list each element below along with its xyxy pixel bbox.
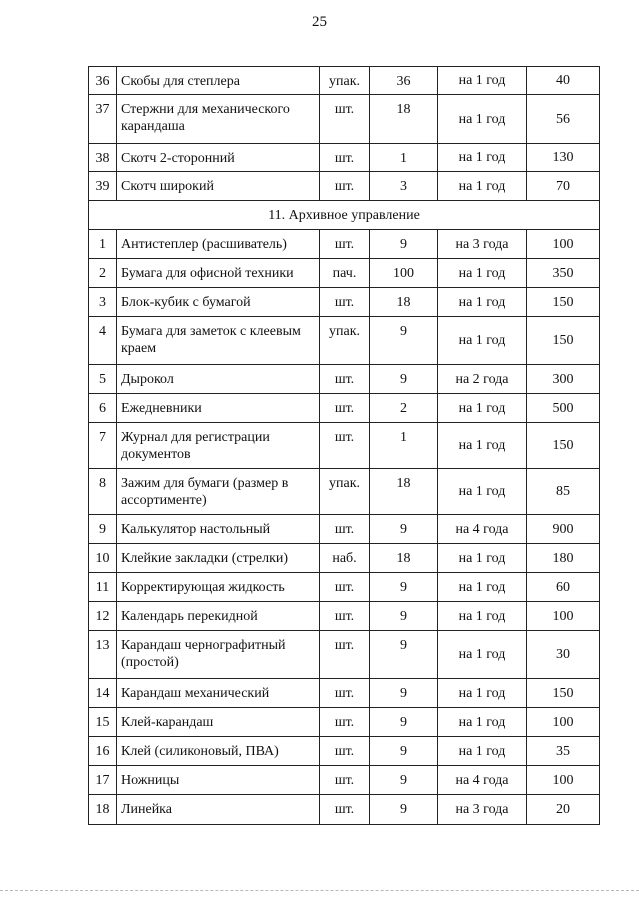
item-quantity: 9 bbox=[370, 766, 438, 795]
item-number: 13 bbox=[89, 631, 117, 679]
item-name: Ножницы bbox=[117, 766, 320, 795]
table-row bbox=[89, 259, 600, 288]
item-number: 37 bbox=[89, 95, 117, 144]
item-name: Скобы для степлера bbox=[117, 67, 320, 95]
item-period: на 3 года bbox=[438, 230, 527, 259]
item-period: на 4 года bbox=[438, 515, 527, 544]
item-quantity: 1 bbox=[370, 423, 438, 469]
item-name: Журнал для регистрации документов bbox=[117, 423, 320, 469]
item-unit: шт. bbox=[320, 679, 370, 708]
item-number: 8 bbox=[89, 469, 117, 515]
item-quantity: 9 bbox=[370, 679, 438, 708]
item-name: Клейкие закладки (стрелки) bbox=[117, 544, 320, 573]
table-row bbox=[89, 795, 600, 825]
item-period: на 1 год bbox=[438, 679, 527, 708]
item-unit: шт. bbox=[320, 573, 370, 602]
item-unit: шт. bbox=[320, 230, 370, 259]
item-period: на 1 год bbox=[438, 544, 527, 573]
item-price: 60 bbox=[527, 573, 600, 602]
section-title: 11. Архивное управление bbox=[89, 201, 600, 230]
item-unit: шт. bbox=[320, 515, 370, 544]
item-number: 7 bbox=[89, 423, 117, 469]
item-unit: шт. bbox=[320, 172, 370, 201]
table-row bbox=[89, 708, 600, 737]
item-unit: наб. bbox=[320, 544, 370, 573]
item-number: 36 bbox=[89, 67, 117, 95]
table-wrapper bbox=[88, 66, 600, 825]
item-period: на 1 год bbox=[438, 602, 527, 631]
item-quantity: 18 bbox=[370, 469, 438, 515]
item-unit: упак. bbox=[320, 317, 370, 365]
item-unit: пач. bbox=[320, 259, 370, 288]
item-period: на 1 год bbox=[438, 288, 527, 317]
item-price: 180 bbox=[527, 544, 600, 573]
table-row bbox=[89, 573, 600, 602]
item-unit: шт. bbox=[320, 766, 370, 795]
item-period: на 1 год bbox=[438, 573, 527, 602]
item-period: на 1 год bbox=[438, 67, 527, 95]
item-unit: шт. bbox=[320, 631, 370, 679]
scan-edge-line bbox=[0, 890, 639, 891]
item-unit: шт. bbox=[320, 795, 370, 825]
item-price: 150 bbox=[527, 423, 600, 469]
table-row bbox=[89, 144, 600, 172]
item-quantity: 9 bbox=[370, 602, 438, 631]
item-name: Антистеплер (расшиватель) bbox=[117, 230, 320, 259]
item-price: 150 bbox=[527, 288, 600, 317]
item-number: 12 bbox=[89, 602, 117, 631]
table-body-after bbox=[89, 230, 600, 825]
item-period: на 1 год bbox=[438, 469, 527, 515]
item-unit: шт. bbox=[320, 144, 370, 172]
item-period: на 1 год bbox=[438, 708, 527, 737]
item-price: 40 bbox=[527, 67, 600, 95]
table-row bbox=[89, 544, 600, 573]
item-name: Линейка bbox=[117, 795, 320, 825]
item-quantity: 9 bbox=[370, 737, 438, 766]
item-price: 85 bbox=[527, 469, 600, 515]
table-row bbox=[89, 172, 600, 201]
item-number: 5 bbox=[89, 365, 117, 394]
section-header-row bbox=[89, 201, 600, 230]
table-row bbox=[89, 515, 600, 544]
item-number: 14 bbox=[89, 679, 117, 708]
item-unit: шт. bbox=[320, 95, 370, 144]
item-number: 9 bbox=[89, 515, 117, 544]
item-period: на 1 год bbox=[438, 737, 527, 766]
table-body-before bbox=[89, 67, 600, 201]
item-price: 20 bbox=[527, 795, 600, 825]
item-name: Зажим для бумаги (размер в ассортименте) bbox=[117, 469, 320, 515]
item-period: на 1 год bbox=[438, 172, 527, 201]
item-unit: шт. bbox=[320, 288, 370, 317]
item-period: на 1 год bbox=[438, 631, 527, 679]
item-name: Бумага для офисной техники bbox=[117, 259, 320, 288]
item-name: Стержни для механического карандаша bbox=[117, 95, 320, 144]
item-quantity: 9 bbox=[370, 573, 438, 602]
item-price: 35 bbox=[527, 737, 600, 766]
table-row bbox=[89, 469, 600, 515]
item-number: 16 bbox=[89, 737, 117, 766]
item-period: на 1 год bbox=[438, 259, 527, 288]
item-number: 38 bbox=[89, 144, 117, 172]
table-row bbox=[89, 288, 600, 317]
item-quantity: 1 bbox=[370, 144, 438, 172]
item-period: на 3 года bbox=[438, 795, 527, 825]
section-header-group bbox=[89, 201, 600, 230]
page-number: 25 bbox=[312, 14, 327, 30]
item-price: 70 bbox=[527, 172, 600, 201]
item-number: 6 bbox=[89, 394, 117, 423]
table-row bbox=[89, 365, 600, 394]
item-quantity: 2 bbox=[370, 394, 438, 423]
item-unit: шт. bbox=[320, 708, 370, 737]
item-name: Блок-кубик с бумагой bbox=[117, 288, 320, 317]
table-row bbox=[89, 679, 600, 708]
item-name: Карандаш механический bbox=[117, 679, 320, 708]
item-name: Корректирующая жидкость bbox=[117, 573, 320, 602]
item-number: 17 bbox=[89, 766, 117, 795]
item-name: Клей-карандаш bbox=[117, 708, 320, 737]
table-row bbox=[89, 230, 600, 259]
item-number: 3 bbox=[89, 288, 117, 317]
item-price: 350 bbox=[527, 259, 600, 288]
table-row bbox=[89, 317, 600, 365]
item-unit: упак. bbox=[320, 67, 370, 95]
supplies-table bbox=[88, 66, 600, 825]
item-price: 300 bbox=[527, 365, 600, 394]
item-price: 150 bbox=[527, 317, 600, 365]
item-unit: шт. bbox=[320, 602, 370, 631]
item-price: 150 bbox=[527, 679, 600, 708]
item-name: Ежедневники bbox=[117, 394, 320, 423]
item-unit: шт. bbox=[320, 423, 370, 469]
item-price: 130 bbox=[527, 144, 600, 172]
item-name: Дырокол bbox=[117, 365, 320, 394]
item-number: 2 bbox=[89, 259, 117, 288]
item-quantity: 3 bbox=[370, 172, 438, 201]
item-period: на 1 год bbox=[438, 394, 527, 423]
item-quantity: 9 bbox=[370, 708, 438, 737]
item-name: Карандаш чернографитный (простой) bbox=[117, 631, 320, 679]
item-quantity: 100 bbox=[370, 259, 438, 288]
item-period: на 1 год bbox=[438, 317, 527, 365]
table-row bbox=[89, 737, 600, 766]
item-price: 100 bbox=[527, 708, 600, 737]
item-price: 100 bbox=[527, 602, 600, 631]
item-price: 100 bbox=[527, 230, 600, 259]
item-period: на 1 год bbox=[438, 95, 527, 144]
item-unit: упак. bbox=[320, 469, 370, 515]
item-number: 15 bbox=[89, 708, 117, 737]
item-quantity: 18 bbox=[370, 288, 438, 317]
table-row bbox=[89, 423, 600, 469]
item-number: 4 bbox=[89, 317, 117, 365]
table-row bbox=[89, 766, 600, 795]
item-price: 56 bbox=[527, 95, 600, 144]
item-quantity: 9 bbox=[370, 631, 438, 679]
item-quantity: 9 bbox=[370, 515, 438, 544]
item-name: Клей (силиконовый, ПВА) bbox=[117, 737, 320, 766]
item-price: 900 bbox=[527, 515, 600, 544]
item-name: Календарь перекидной bbox=[117, 602, 320, 631]
item-name: Бумага для заметок с клеевым краем bbox=[117, 317, 320, 365]
item-quantity: 36 bbox=[370, 67, 438, 95]
item-price: 30 bbox=[527, 631, 600, 679]
item-quantity: 9 bbox=[370, 795, 438, 825]
item-price: 100 bbox=[527, 766, 600, 795]
item-period: на 1 год bbox=[438, 144, 527, 172]
item-quantity: 9 bbox=[370, 365, 438, 394]
item-number: 1 bbox=[89, 230, 117, 259]
table-row bbox=[89, 602, 600, 631]
table-row bbox=[89, 631, 600, 679]
item-quantity: 18 bbox=[370, 95, 438, 144]
table-row bbox=[89, 95, 600, 144]
item-unit: шт. bbox=[320, 365, 370, 394]
item-unit: шт. bbox=[320, 394, 370, 423]
item-quantity: 18 bbox=[370, 544, 438, 573]
item-number: 18 bbox=[89, 795, 117, 825]
item-quantity: 9 bbox=[370, 230, 438, 259]
item-price: 500 bbox=[527, 394, 600, 423]
item-number: 10 bbox=[89, 544, 117, 573]
item-period: на 4 года bbox=[438, 766, 527, 795]
item-name: Калькулятор настольный bbox=[117, 515, 320, 544]
item-name: Скотч 2-сторонний bbox=[117, 144, 320, 172]
item-name: Скотч широкий bbox=[117, 172, 320, 201]
item-period: на 1 год bbox=[438, 423, 527, 469]
item-number: 39 bbox=[89, 172, 117, 201]
table-row bbox=[89, 67, 600, 95]
item-period: на 2 года bbox=[438, 365, 527, 394]
item-number: 11 bbox=[89, 573, 117, 602]
table-row bbox=[89, 394, 600, 423]
item-quantity: 9 bbox=[370, 317, 438, 365]
item-unit: шт. bbox=[320, 737, 370, 766]
